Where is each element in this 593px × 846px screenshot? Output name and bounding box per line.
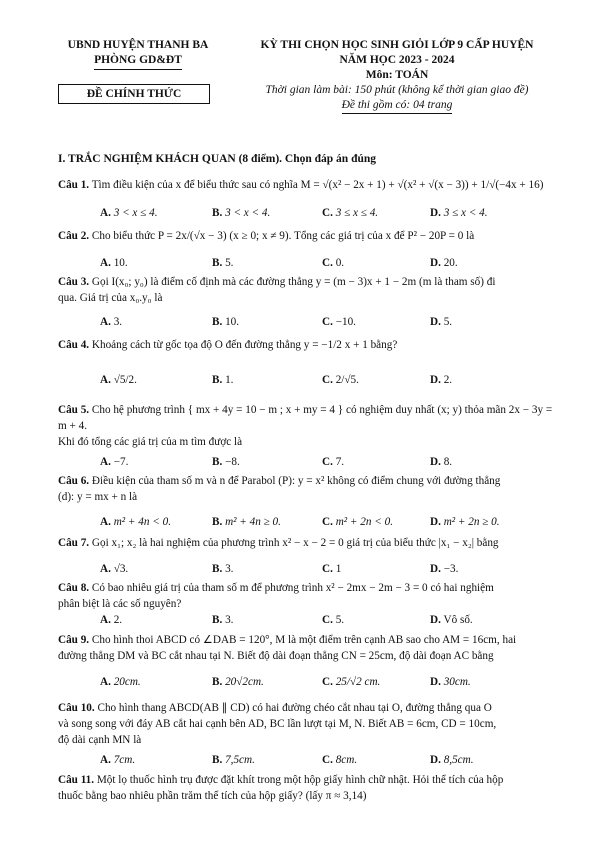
option-a[interactable]: A. 2. [100, 614, 123, 626]
question-text-cont: qua. Giá trị của x₀.y₀ là [58, 292, 163, 304]
option-a[interactable]: A. 3 < x ≤ 4. [100, 207, 158, 219]
question-text-cont: Khi đó tổng các giá trị của m tìm được là [58, 436, 243, 448]
option-d[interactable]: D. 3 ≤ x < 4. [430, 207, 488, 219]
exam-title: KỲ THI CHỌN HỌC SINH GIỎI LỚP 9 CẤP HUYỆN [260, 39, 534, 51]
option-c[interactable]: C. 5. [322, 614, 345, 626]
option-d[interactable]: D. 2. [430, 374, 453, 386]
question-label: Câu 8. [58, 582, 90, 594]
question-text: Tìm điều kiện của x để biểu thức sau có nghĩa M = √(x² − 2x + 1) + √(x² + √(x − 3)) + 1/√(−4x + 16) [91, 179, 544, 191]
official-stamp: ĐỀ CHÍNH THỨC [58, 84, 210, 104]
question-text: Cho hình thoi ABCD có ∠DAB = 120°, M là một điểm trên cạnh AB sao cho AM = 16cm, hai [91, 634, 517, 646]
option-a[interactable]: A. 10. [100, 257, 128, 269]
question-8 [58, 580, 558, 612]
options-9 [100, 674, 560, 690]
question-7 [58, 535, 558, 551]
option-c[interactable]: C. 2/√5. [322, 374, 359, 386]
question-11 [58, 772, 558, 804]
option-b[interactable]: B. 5. [212, 257, 234, 269]
question-label: Câu 4. [58, 339, 90, 351]
question-label: Câu 1. [58, 179, 90, 191]
question-label: Câu 10. [58, 702, 95, 714]
question-text: Một lọ thuốc hình trụ được đặt khít trong một hộp giấy hình chữ nhật. Hỏi thể tích của hộp [96, 774, 504, 786]
option-c[interactable]: C. 0. [322, 257, 345, 269]
question-6 [58, 473, 558, 505]
options-5 [100, 454, 560, 470]
school-year: NĂM HỌC 2023 - 2024 [339, 54, 455, 66]
option-a[interactable]: A. 7cm. [100, 754, 136, 766]
options-4 [100, 372, 560, 388]
question-4 [58, 337, 558, 353]
question-text: Gọi I(x₀; y₀) là điểm cố định mà các đường thẳng y = (m − 3)x + 1 − 2m (m là tham số) đi [91, 276, 496, 288]
question-label: Câu 3. [58, 276, 90, 288]
question-label: Câu 5. [58, 404, 90, 416]
question-label: Câu 2. [58, 230, 90, 242]
option-a[interactable]: A. 20cm. [100, 676, 141, 688]
page-count: Đề thi gồm có: 04 trang [342, 98, 453, 114]
option-d[interactable]: D. 20. [430, 257, 458, 269]
option-b[interactable]: B. 1. [212, 374, 234, 386]
option-b[interactable]: B. −8. [212, 456, 240, 468]
question-9 [58, 632, 558, 664]
question-3 [58, 274, 558, 306]
header-right [232, 38, 562, 114]
question-label: Câu 9. [58, 634, 90, 646]
question-text: Cho hệ phương trình { mx + 4y = 10 − m ; x + my = 4 } có nghiệm duy nhất (x; y) thỏa mãn 2x − 3y = m + 4. [58, 404, 553, 432]
question-text-cont2: độ dài cạnh MN là [58, 734, 142, 746]
question-text: Cho biểu thức P = 2x/(√x − 3) (x ≥ 0; x ≠ 9). Tổng các giá trị của x để P² − 20P = 0 là [91, 230, 475, 242]
question-10 [58, 700, 558, 748]
question-text-cont: đường thẳng DM và BC cắt nhau tại N. Biết độ dài đoạn thẳng CN = 25cm, độ dài đoạn AC bằng [58, 650, 494, 662]
exam-time: Thời gian làm bài: 150 phút (không kể thời gian giao đề) [265, 84, 529, 96]
question-label: Câu 6. [58, 475, 90, 487]
option-b[interactable]: B. 10. [212, 316, 240, 328]
option-b[interactable]: B. 3 < x < 4. [212, 207, 271, 219]
question-5 [58, 402, 558, 450]
option-a[interactable]: A. −7. [100, 456, 129, 468]
section-title: I. TRẮC NGHIỆM KHÁCH QUAN (8 điểm). Chọn đáp án đúng [58, 153, 377, 165]
options-7 [100, 561, 560, 577]
option-c[interactable]: C. −10. [322, 316, 356, 328]
option-d[interactable]: D. 30cm. [430, 676, 471, 688]
option-d[interactable]: D. m² + 2n ≥ 0. [430, 516, 500, 528]
option-a[interactable]: A. m² + 4n < 0. [100, 516, 171, 528]
dept-name: PHÒNG GD&ĐT [94, 53, 182, 70]
option-a[interactable]: A. √3. [100, 563, 129, 575]
options-2 [100, 255, 560, 271]
options-10 [100, 752, 560, 768]
option-c[interactable]: C. 7. [322, 456, 345, 468]
option-b[interactable]: B. 3. [212, 614, 234, 626]
options-8 [100, 612, 560, 628]
option-b[interactable]: B. 7,5cm. [212, 754, 255, 766]
option-d[interactable]: D. 8,5cm. [430, 754, 474, 766]
question-2 [58, 228, 558, 244]
question-text: Cho hình thang ABCD(AB ∥ CD) có hai đường chéo cắt nhau tại O, đường thẳng qua O [97, 702, 492, 714]
option-c[interactable]: C. 25/√2 cm. [322, 676, 381, 688]
question-text: Điều kiện của tham số m và n để Parabol (P): y = x² không có điểm chung với đường thẳng [91, 475, 501, 487]
option-d[interactable]: D. 8. [430, 456, 453, 468]
options-3 [100, 314, 560, 330]
option-d[interactable]: D. −3. [430, 563, 459, 575]
option-c[interactable]: C. 1 [322, 563, 342, 575]
question-text-cont: phân biệt là các số nguyên? [58, 598, 182, 610]
option-b[interactable]: B. 3. [212, 563, 234, 575]
option-c[interactable]: C. 3 ≤ x ≤ 4. [322, 207, 379, 219]
options-1 [100, 205, 560, 221]
question-text-cont: thuốc bằng bao nhiêu phần trăm thể tích của hộp giấy? (lấy π ≈ 3,14) [58, 790, 367, 802]
question-text: Có bao nhiêu giá trị của tham số m để phương trình x² − 2mx − 2m − 3 = 0 có hai nghiệm [91, 582, 494, 594]
option-a[interactable]: A. √5/2. [100, 374, 137, 386]
option-a[interactable]: A. 3. [100, 316, 123, 328]
option-b[interactable]: B. m² + 4n ≥ 0. [212, 516, 281, 528]
question-text-cont: (d): y = mx + n là [58, 491, 138, 503]
question-label: Câu 11. [58, 774, 95, 786]
question-text-cont: và song song với đáy AB cắt hai cạnh bên AD, BC lần lượt tại M, N. Biết AB = 6cm, CD = 10cm, [58, 718, 497, 730]
option-c[interactable]: C. m² + 2n < 0. [322, 516, 393, 528]
subject: Môn: TOÁN [365, 69, 429, 81]
option-b[interactable]: B. 20√2cm. [212, 676, 264, 688]
question-1 [58, 177, 558, 193]
option-c[interactable]: C. 8cm. [322, 754, 358, 766]
question-label: Câu 7. [58, 537, 90, 549]
option-d[interactable]: D. Vô số. [430, 614, 473, 626]
header-left [58, 38, 218, 70]
question-text: Khoảng cách từ gốc tọa độ O đến đường thẳng y = −1/2 x + 1 bằng? [91, 339, 398, 351]
org-name: UBND HUYỆN THANH BA [67, 39, 209, 51]
question-text: Gọi x₁; x₂ là hai nghiệm của phương trình x² − x − 2 = 0 giá trị của biểu thức |x₁ − x₂| bằng [91, 537, 499, 549]
option-d[interactable]: D. 5. [430, 316, 453, 328]
options-6 [100, 514, 560, 530]
